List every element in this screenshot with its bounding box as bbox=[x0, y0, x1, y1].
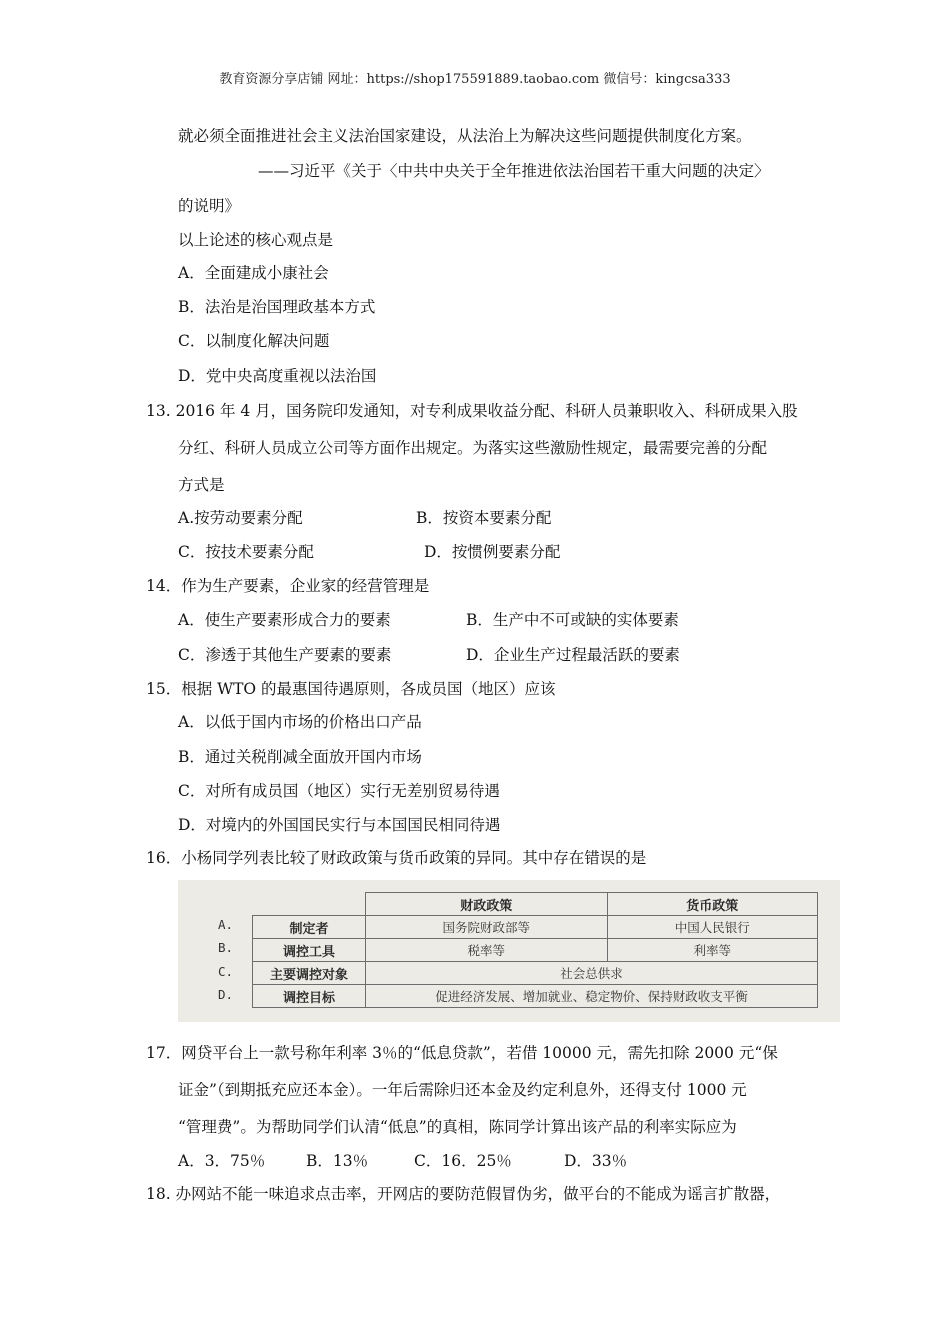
q16-stem: 16．小杨同学列表比较了财政政策与货币政策的异同。其中存在错误的是 bbox=[146, 849, 647, 867]
q17-line2: 证金”（到期抵充应还本金）。一年后需除归还本金及约定利息外，还得支付 1000 元 bbox=[178, 1081, 747, 1099]
q17-option-d: D．33％ bbox=[564, 1152, 628, 1170]
col-header-monetary: 货币政策 bbox=[607, 893, 817, 916]
row-head: 调控目标 bbox=[253, 985, 366, 1008]
q13-option-c: C．按技术要素分配 bbox=[178, 543, 314, 561]
q12-continuation: 就必须全面推进社会主义法治国家建设，从法治上为解决这些问题提供制度化方案。 bbox=[178, 127, 752, 145]
q14-option-a: A．使生产要素形成合力的要素 bbox=[178, 611, 391, 629]
q17-option-a: A．3．75％ bbox=[178, 1152, 266, 1170]
cell-fiscal: 国务院财政部等 bbox=[366, 916, 608, 939]
row-letter-d: D. bbox=[218, 987, 234, 1002]
q18-line1: 18. 办网站不能一味追求点击率，开网店的要防范假冒伪劣，做平台的不能成为谣言扩散器， bbox=[146, 1185, 781, 1203]
q13-line1: 13. 2016 年 4 月，国务院印发通知，对专利成果收益分配、科研人员兼职收入、科研成果入股 bbox=[146, 402, 798, 420]
q12-option-d: D．党中央高度重视以法治国 bbox=[178, 367, 377, 385]
q15-option-b: B．通过关税削减全面放开国内市场 bbox=[178, 748, 422, 766]
row-head: 制定者 bbox=[253, 916, 366, 939]
cell-monetary: 利率等 bbox=[607, 939, 817, 962]
q17-option-c: C．16．25％ bbox=[414, 1152, 512, 1170]
policy-table bbox=[252, 892, 818, 1008]
row-letter-a: A. bbox=[218, 917, 234, 932]
table-header-row bbox=[253, 893, 818, 916]
q17-option-b: B．13％ bbox=[306, 1152, 369, 1170]
q13-line3: 方式是 bbox=[178, 476, 225, 494]
row-letter-b: B. bbox=[218, 940, 234, 955]
q15-stem: 15．根据 WTO 的最惠国待遇原则，各成员国（地区）应该 bbox=[146, 680, 556, 698]
q17-line1: 17．网贷平台上一款号称年利率 3％的“低息贷款”，若借 10000 元，需先扣除 2000 元“保 bbox=[146, 1044, 778, 1062]
q15-option-d: D．对境内的外国国民实行与本国国民相同待遇 bbox=[178, 816, 501, 834]
q12-option-b: B．法治是治国理政基本方式 bbox=[178, 298, 376, 316]
table-corner-cell bbox=[253, 893, 366, 916]
col-header-fiscal: 财政政策 bbox=[366, 893, 608, 916]
q12-option-c: C．以制度化解决问题 bbox=[178, 332, 330, 350]
table-row bbox=[253, 939, 818, 962]
cell-monetary: 中国人民银行 bbox=[607, 916, 817, 939]
q13-option-d: D．按惯例要素分配 bbox=[424, 543, 561, 561]
q12-source-line2: 的说明》 bbox=[178, 197, 241, 215]
q13-option-a: A.按劳动要素分配 bbox=[178, 509, 303, 527]
q13-line2: 分红、科研人员成立公司等方面作出规定。为落实这些激励性规定，最需要完善的分配 bbox=[178, 439, 768, 457]
q17-line3: “管理费”。为帮助同学们认清“低息”的真相，陈同学计算出该产品的利率实际应为 bbox=[178, 1118, 737, 1136]
policy-comparison-table-image bbox=[178, 880, 840, 1022]
q14-stem: 14．作为生产要素，企业家的经营管理是 bbox=[146, 577, 430, 595]
cell-merged: 促进经济发展、增加就业、稳定物价、保持财政收支平衡 bbox=[366, 985, 818, 1008]
row-head: 调控工具 bbox=[253, 939, 366, 962]
table-row bbox=[253, 916, 818, 939]
cell-fiscal: 税率等 bbox=[366, 939, 608, 962]
q15-option-a: A．以低于国内市场的价格出口产品 bbox=[178, 713, 422, 731]
q12-source-line1: ——习近平《关于〈中共中央关于全年推进依法治国若干重大问题的决定〉 bbox=[258, 162, 770, 180]
q14-option-b: B．生产中不可或缺的实体要素 bbox=[466, 611, 679, 629]
q12-stem: 以上论述的核心观点是 bbox=[178, 231, 334, 249]
row-head: 主要调控对象 bbox=[253, 962, 366, 985]
page-header: 教育资源分享店铺 网址：https://shop175591889.taobao.com 微信号：kingcsa333 bbox=[219, 72, 731, 87]
q15-option-c: C．对所有成员国（地区）实行无差别贸易待遇 bbox=[178, 782, 500, 800]
table-row bbox=[253, 985, 818, 1008]
q14-option-d: D．企业生产过程最活跃的要素 bbox=[466, 646, 680, 664]
q12-option-a: A．全面建成小康社会 bbox=[178, 264, 329, 282]
table-row bbox=[253, 962, 818, 985]
row-letter-c: C. bbox=[218, 964, 234, 979]
q14-option-c: C．渗透于其他生产要素的要素 bbox=[178, 646, 392, 664]
q13-option-b: B．按资本要素分配 bbox=[416, 509, 552, 527]
cell-merged: 社会总供求 bbox=[366, 962, 818, 985]
